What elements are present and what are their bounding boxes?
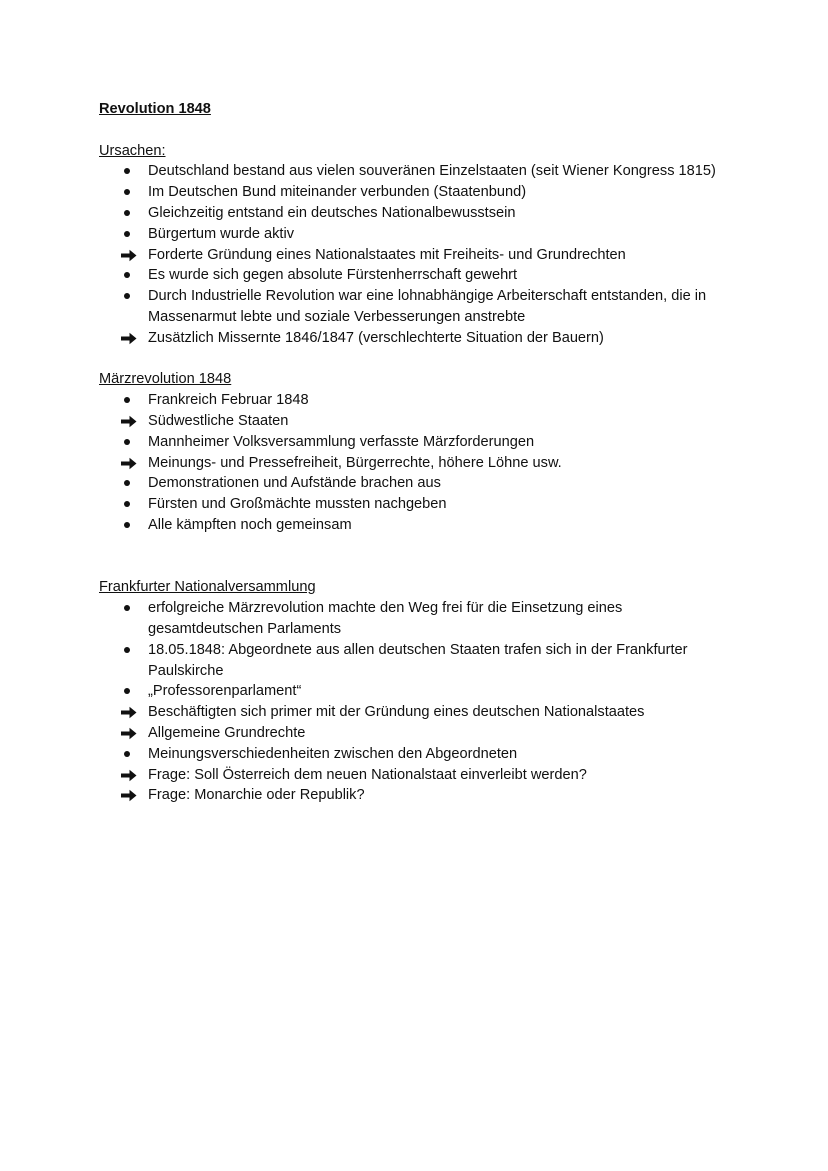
section-heading: Ursachen: xyxy=(99,142,166,159)
list-item xyxy=(99,723,739,744)
list-item xyxy=(99,265,739,286)
section-heading: Frankfurter Nationalversammlung xyxy=(99,579,316,596)
list-item-text: Im Deutschen Bund miteinander verbunden (Staatenbund) xyxy=(148,184,527,201)
list-item xyxy=(99,182,739,203)
list-item-text: Alle kämpften noch gemeinsam xyxy=(148,516,352,533)
section-heading: Märzrevolution 1848 xyxy=(99,371,232,388)
list-item-text: Forderte Gründung eines Nationalstaates mit Freiheits- und Grundrechten xyxy=(148,246,626,263)
item-list xyxy=(99,390,739,536)
list-item-text: „Professorenparlament“ xyxy=(148,683,302,700)
list-item xyxy=(99,702,739,723)
document-title: Revolution 1848 xyxy=(99,101,211,117)
list-item-text: Zusätzlich Missernte 1846/1847 (verschlechterte Situation der Bauern) xyxy=(148,329,604,346)
list-item xyxy=(99,640,739,682)
list-item xyxy=(99,494,739,515)
list-item xyxy=(99,453,739,474)
list-item-text: Frage: Monarchie oder Republik? xyxy=(148,787,365,804)
list-item xyxy=(99,411,739,432)
list-item xyxy=(99,765,739,786)
sections-container xyxy=(99,141,739,807)
item-list xyxy=(99,161,739,348)
section-maerzrevolution xyxy=(99,369,739,535)
list-item xyxy=(99,286,739,328)
list-item xyxy=(99,245,739,266)
spacer xyxy=(99,536,739,578)
spacer xyxy=(99,349,739,370)
list-item xyxy=(99,473,739,494)
list-item-text: 18.05.1848: Abgeordnete aus allen deutschen Staaten trafen sich in der Frankfurter Paulskirche xyxy=(148,641,688,679)
list-item xyxy=(99,681,739,702)
list-item xyxy=(99,785,739,806)
list-item-text: Bürgertum wurde aktiv xyxy=(148,225,294,242)
list-item-text: Gleichzeitig entstand ein deutsches Nationalbewusstsein xyxy=(148,204,516,221)
list-item-text: Mannheimer Volksversammlung verfasste Märzforderungen xyxy=(148,433,535,450)
list-item xyxy=(99,203,739,224)
list-item xyxy=(99,328,739,349)
list-item-text: Meinungsverschiedenheiten zwischen den Abgeordneten xyxy=(148,745,518,762)
list-item-text: Südwestliche Staaten xyxy=(148,412,289,429)
spacer xyxy=(99,120,739,141)
list-item xyxy=(99,744,739,765)
list-item-text: Durch Industrielle Revolution war eine lohnabhängige Arbeiterschaft entstanden, die in Massenarmut lebte und soziale Verbesserungen anstrebte xyxy=(148,288,707,325)
list-item-text: Meinungs- und Pressefreiheit, Bürgerrechte, höhere Löhne usw. xyxy=(148,454,562,471)
list-item-text: Frage: Soll Österreich dem neuen Nationalstaat einverleibt werden? xyxy=(148,766,587,783)
list-item-text: Deutschland bestand aus vielen souveränen Einzelstaaten (seit Wiener Kongress 1815) xyxy=(148,163,716,180)
list-item xyxy=(99,432,739,453)
list-item xyxy=(99,598,739,640)
list-item xyxy=(99,515,739,536)
list-item-text: Es wurde sich gegen absolute Fürstenherrschaft gewehrt xyxy=(148,267,518,284)
list-item-text: Allgemeine Grundrechte xyxy=(148,724,306,741)
list-item-text: Beschäftigten sich primer mit der Gründung eines deutschen Nationalstaates xyxy=(148,704,645,721)
list-item xyxy=(99,224,739,245)
list-item-text: Fürsten und Großmächte mussten nachgeben xyxy=(148,496,447,513)
list-item xyxy=(99,390,739,411)
section-nationalversammlung xyxy=(99,577,739,806)
list-item-text: Frankreich Februar 1848 xyxy=(148,392,309,409)
document-page xyxy=(99,99,739,806)
item-list xyxy=(99,598,739,806)
section-ursachen xyxy=(99,141,739,349)
list-item-text: erfolgreiche Märzrevolution machte den Weg frei für die Einsetzung eines gesamtdeutschen Parlaments xyxy=(148,600,623,637)
list-item-text: Demonstrationen und Aufstände brachen aus xyxy=(148,475,441,492)
list-item xyxy=(99,161,739,182)
